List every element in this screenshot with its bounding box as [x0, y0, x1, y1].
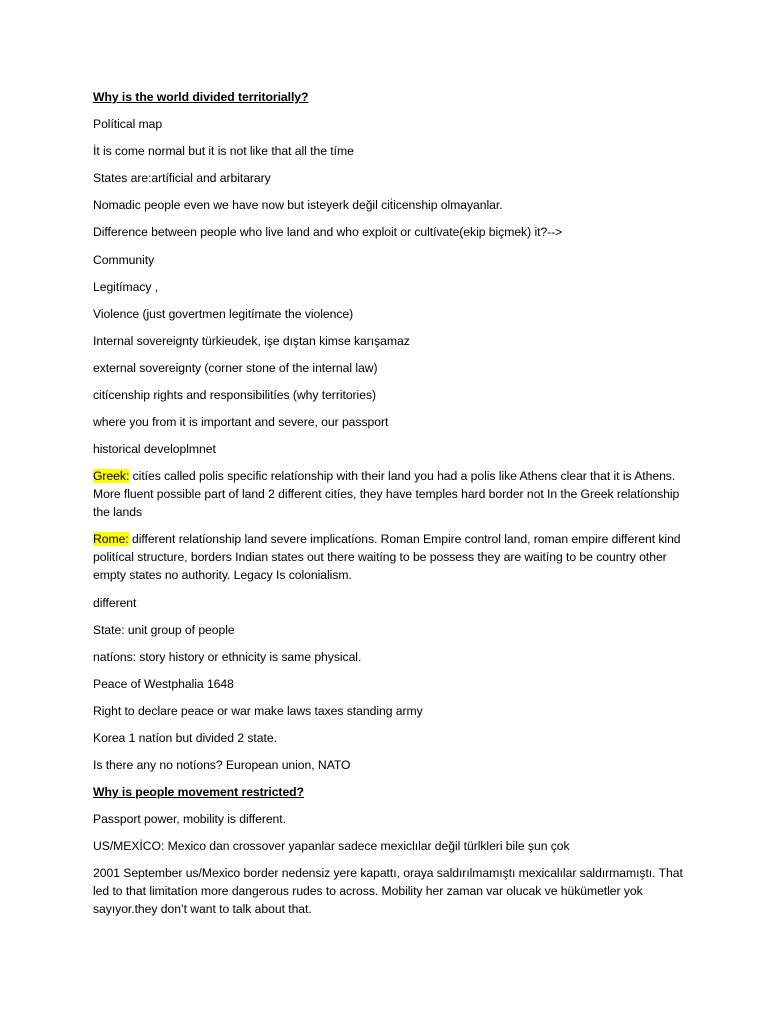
- paragraph-violence: Violence (just govertmen legitímate the violence): [93, 306, 354, 321]
- paragraph-states: States are:artíficial and arbitarary: [93, 171, 271, 186]
- paragraph-greek: [93, 467, 683, 521]
- paragraph-korea: Korea 1 natíon but divided 2 state.: [93, 730, 277, 745]
- rome-label-highlight: Rome:: [93, 532, 129, 547]
- paragraph-internal-sovereignty: Internal sovereignty türkieudek, işe dıştan kimse karışamaz: [93, 333, 410, 348]
- paragraph-external-sovereignty: external sovereignty (corner stone of the internal law): [93, 360, 378, 375]
- paragraph-2001: 2001 September us/Mexico border nedensiz yere kapattı, oraya saldırılmamıştı mexicalılar saldırmamıştı. That led to that limitatíon more dangerous rudes to across. Mobility her zaman var olucak ve hükümetler yok sayıyor.they don’t want to talk about that.: [93, 866, 683, 917]
- paragraph-nomadic: Nomadic people even we have now but isteyerk değil ciṫicenship olmayanlar.: [93, 198, 503, 213]
- paragraph-different: different: [93, 595, 137, 610]
- paragraph-normal: İt is come normal but it is not like that all the tíme: [93, 144, 354, 159]
- paragraph-historical: historical developlmnet: [93, 442, 216, 457]
- paragraph-community: Community: [93, 252, 155, 267]
- paragraph-political-map: Polítical map: [93, 117, 163, 132]
- rome-text: different relatíonship land severe implicatíons. Roman Empire control land, roman empire different kind politícal structure, borders Indian states out there waitíng to be possess they are waitíng to be country other empty states no authority. Legacy Is colonialism.: [93, 532, 681, 583]
- heading-why-divided: Why is the world divided territorially?: [93, 90, 309, 104]
- paragraph-where: where you from it is important and severe, our passport: [93, 415, 389, 430]
- document-body: [93, 88, 683, 928]
- paragraph-notions: Is there any no notíons? European union, NATO: [93, 758, 351, 773]
- paragraph-right: Right to declare peace or war make laws taxes standing army: [93, 703, 423, 718]
- paragraph-nations: natíons: story history or ethnicity is same physical.: [93, 649, 362, 664]
- paragraph-legitimacy: Legitímacy ,: [93, 279, 159, 294]
- heading-people-movement: Why is people movement restricted?: [93, 785, 304, 800]
- paragraph-difference: Difference between people who live land and who exploit or cultívate(ekip biçmek) it?-->: [93, 225, 563, 240]
- paragraph-rome: [93, 530, 683, 584]
- paragraph-state: State: unit group of people: [93, 622, 235, 637]
- paragraph-us-mexico: US/MEXİCO: Mexico dan crossover yapanlar sadece mexiclılar değil türlkleri bile şun çok: [93, 839, 570, 854]
- greek-label-highlight: Greek:: [93, 469, 130, 484]
- paragraph-peace: Peace of Westphalia 1648: [93, 676, 234, 691]
- greek-text: citíes called polis specific relatíonship with their land you had a polis like Athens clear that it is Athens. More fluent possible part of land 2 different citíes, they have temples hard border not In the Greek relatíonship the lands: [93, 469, 680, 520]
- paragraph-passport: Passport power, mobility is different.: [93, 812, 286, 827]
- paragraph-citicenship: citícenship rights and responsibilitíes (why territories): [93, 388, 376, 403]
